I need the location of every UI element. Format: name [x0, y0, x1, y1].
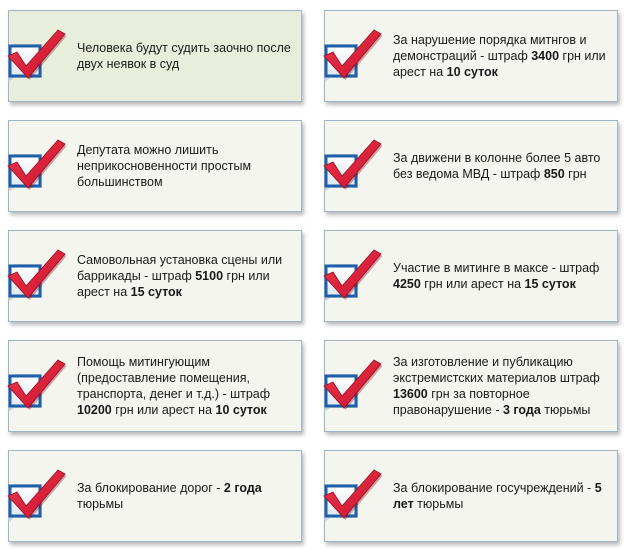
card-text-bold: 2 года: [223, 481, 262, 495]
card-text-run: Помощь митингующим (предоставление помещения, транспорта, денег и т.д.) - штраф: [77, 355, 271, 401]
card-text-bold: 15 суток: [524, 277, 576, 291]
card-text-bold: 13600: [393, 387, 428, 401]
card-text-paragraph: [393, 260, 607, 292]
card-text-run: Человека будут судить заочно после двух неявок в суд: [77, 41, 291, 71]
card-text: [77, 121, 291, 211]
checkbox-check-icon: [2, 136, 72, 196]
card-text: [393, 341, 607, 431]
card-text-run: Самовольная установка сцены или баррикады - штраф: [77, 253, 283, 283]
card-text-run: За изготовление и публикацию экстремистских материалов штраф: [393, 355, 600, 385]
checkbox-check-icon: [318, 246, 388, 306]
card-text-bold: 15 суток: [130, 285, 182, 299]
card-text-bold: 10200: [77, 403, 112, 417]
card-text-paragraph: [77, 142, 291, 190]
card-text-run: тюрьмы: [77, 497, 124, 511]
card-text: [77, 231, 291, 321]
card-text-bold: 4250: [393, 277, 421, 291]
card-text-run: грн или арест на: [77, 269, 270, 299]
card-text: [77, 341, 291, 431]
checkbox-check-icon: [318, 136, 388, 196]
checkbox-check-icon: [318, 356, 388, 416]
card-text-paragraph: [77, 480, 291, 512]
card-text: [393, 451, 607, 541]
card-text-run: грн или арест на: [393, 49, 606, 79]
card-text-run: тюрьмы: [540, 403, 591, 417]
card-text-run: За блокирование дорог -: [77, 481, 224, 495]
card-text-bold: 850: [543, 167, 565, 181]
checkbox-check-icon: [2, 26, 72, 86]
card-text-run: грн за повторное правонарушение -: [393, 387, 530, 417]
card-text-bold: 3400: [531, 49, 560, 63]
checkbox-check-icon: [2, 466, 72, 526]
card-text: [393, 231, 607, 321]
card-text-paragraph: [77, 354, 291, 418]
card-text-paragraph: [393, 150, 607, 182]
card-text-run: За блокирование госучреждений -: [393, 481, 595, 495]
card-text-bold: 5 лет: [393, 481, 602, 511]
card-text-run: тюрьмы: [413, 497, 464, 511]
card-text-run: грн: [564, 167, 587, 181]
card-text: [393, 121, 607, 211]
card-text-bold: 3 года: [502, 403, 541, 417]
checkbox-check-icon: [318, 466, 388, 526]
checkbox-check-icon: [318, 26, 388, 86]
card-text-run: Депутата можно лишить неприкосновенности простым большинством: [77, 143, 252, 189]
card-text-paragraph: [77, 252, 291, 300]
card-text: [77, 451, 291, 541]
card-text-paragraph: [393, 354, 607, 418]
card-text-run: Участие в митинге в максе - штраф: [393, 261, 600, 275]
card-text-run: грн или арест на: [111, 403, 216, 417]
checkbox-check-icon: [2, 356, 72, 416]
card-text-paragraph: [77, 40, 291, 72]
card-text-run: грн или арест на: [420, 277, 525, 291]
card-text-run: За нарушение порядка митнгов и демонстраций - штраф: [393, 33, 587, 63]
card-text-bold: 10 суток: [446, 65, 498, 79]
card-text-bold: 10 суток: [215, 403, 267, 417]
card-text: [77, 11, 291, 101]
card-text-paragraph: [393, 32, 607, 80]
card-text-run: За движени в колонне более 5 авто без ведома МВД - штраф: [393, 151, 601, 181]
card-text: [393, 11, 607, 101]
checkbox-check-icon: [2, 246, 72, 306]
card-text-paragraph: [393, 480, 607, 512]
card-text-bold: 5100: [195, 269, 224, 283]
